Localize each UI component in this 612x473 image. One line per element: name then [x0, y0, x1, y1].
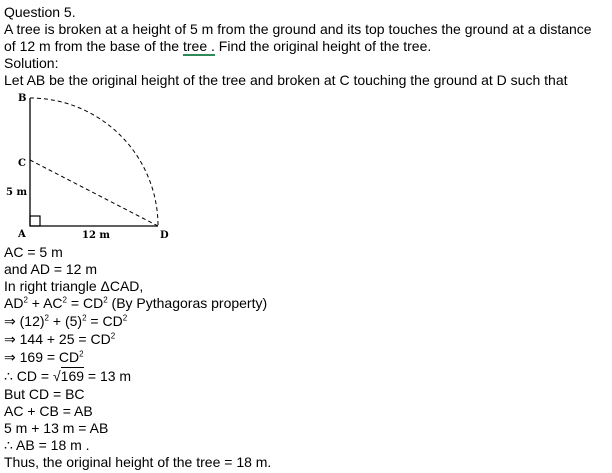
- sup: 2: [44, 313, 49, 323]
- step-4-a: AD: [4, 295, 24, 311]
- step-13: Thus, the original height of the tree = 18 m.: [4, 454, 272, 470]
- label-5m: 5 m: [6, 187, 28, 198]
- sup: 2: [122, 313, 128, 323]
- label-b: B: [18, 93, 27, 104]
- step-5-b: + (5): [48, 313, 83, 329]
- sup: 2: [82, 313, 87, 323]
- step-2: and AD = 12 m: [4, 261, 98, 277]
- question-text-line2-post: Find the original height of the tree.: [214, 38, 432, 54]
- step-10: AC + CB = AB: [4, 403, 93, 419]
- sup: 2: [103, 295, 108, 305]
- step-5-a: ⇒ (12): [4, 313, 45, 329]
- question-heading: Question 5.: [4, 4, 76, 20]
- step-4-c: = CD: [67, 295, 104, 311]
- tree-link[interactable]: tree .: [183, 38, 215, 54]
- sup: 2: [23, 295, 28, 305]
- step-3: In right triangle ΔCAD,: [4, 278, 144, 294]
- step-6-a: ⇒ 144 + 25 = CD: [4, 331, 111, 347]
- question-text-line2: [4, 38, 431, 55]
- step-8: [4, 368, 131, 385]
- step-6: [4, 331, 115, 348]
- segment-cd: [30, 160, 158, 226]
- solution-intro: Let AB be the original height of the tree and broken at C touching the ground at D such that: [4, 72, 568, 88]
- solution-heading: Solution:: [4, 55, 59, 71]
- step-4-d: (By Pythagoras property): [107, 295, 268, 311]
- step-12: ∴ AB = 18 m .: [4, 437, 90, 453]
- label-12m: 12 m: [82, 230, 110, 241]
- step-4: [4, 295, 267, 312]
- question-text-line2-pre: of 12 m from the base of the: [4, 38, 183, 54]
- arc-bd: [30, 98, 158, 226]
- sup: 2: [79, 349, 84, 359]
- step-11: 5 m + 13 m = AB: [4, 420, 109, 436]
- right-angle-mark: [30, 216, 40, 226]
- question-text-line1: A tree is broken at a height of 5 m from the ground and its top touches the ground at a distance: [4, 21, 592, 37]
- step-9: But CD = BC: [4, 386, 85, 402]
- label-a: A: [18, 229, 26, 240]
- step-8-a: ∴ CD = √: [4, 368, 61, 384]
- step-8-c: = 13 m: [84, 368, 132, 384]
- sup: 2: [62, 295, 67, 305]
- step-4-b: + AC: [27, 295, 63, 311]
- tree-diagram: [0, 88, 180, 244]
- sqrt-radicand: 169: [60, 368, 85, 384]
- step-7-a: ⇒ 169 = CD: [4, 349, 80, 365]
- label-d: D: [160, 230, 169, 241]
- label-c: C: [18, 158, 26, 169]
- step-5-c: = CD: [86, 313, 123, 329]
- step-7: [4, 349, 84, 366]
- step-5: [4, 313, 127, 330]
- sup: 2: [110, 331, 116, 341]
- step-1: AC = 5 m: [4, 244, 63, 260]
